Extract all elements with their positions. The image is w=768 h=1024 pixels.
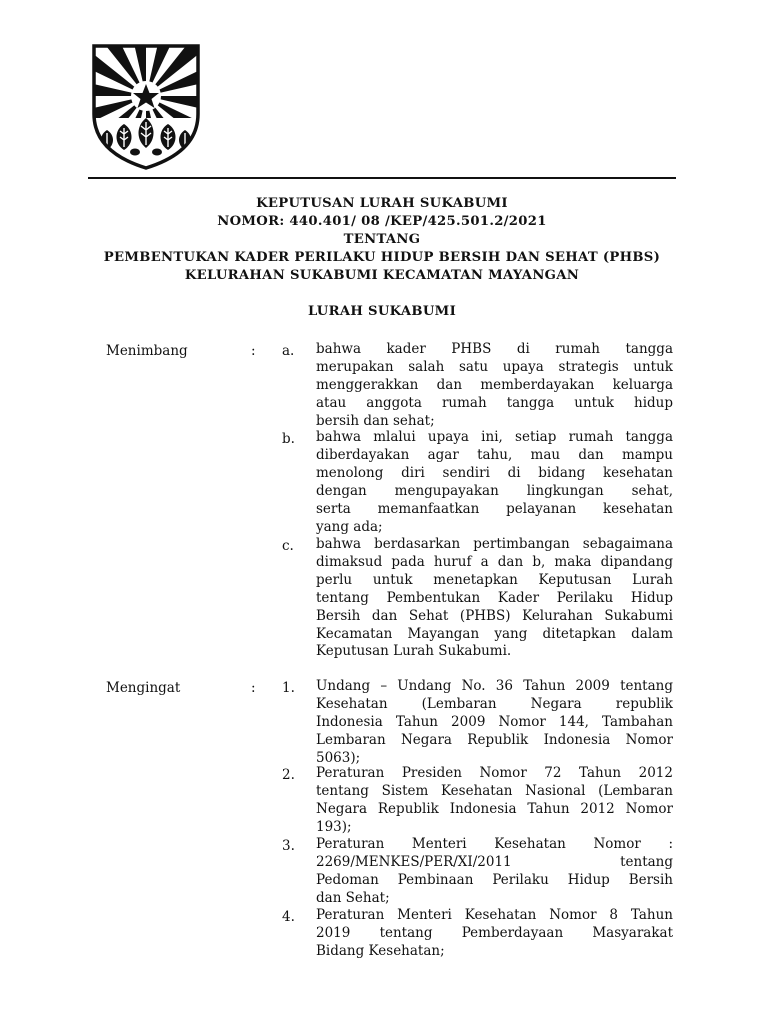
text-line: menolong diri sendiri di bidang kesehatan bbox=[316, 464, 673, 481]
section-colon: : bbox=[251, 343, 256, 359]
mengingat-item-3 bbox=[316, 836, 673, 908]
text-line: Peraturan Menteri Kesehatan Nomor : bbox=[316, 836, 673, 852]
section-label-menimbang: Menimbang bbox=[106, 343, 188, 359]
menimbang-item-c bbox=[316, 536, 673, 661]
text-line: Kecamatan Mayangan yang ditetapkan dalam bbox=[316, 625, 673, 642]
item-marker: 4. bbox=[282, 909, 295, 925]
text-line: 193); bbox=[316, 818, 352, 835]
text-line: Bidang Kesehatan; bbox=[316, 942, 445, 959]
text-line: 2269/MENKES/PER/XI/2011 tentang bbox=[316, 853, 673, 870]
subject-line-2: KELURAHAN SUKABUMI KECAMATAN MAYANGAN bbox=[184, 268, 580, 283]
text-line: dan Sehat; bbox=[316, 889, 390, 906]
text-line: Peraturan Presiden Nomor 72 Tahun 2012 bbox=[316, 765, 673, 781]
text-line: atau anggota rumah tangga untuk hidup bbox=[316, 394, 673, 411]
official-title: LURAH SUKABUMI bbox=[307, 304, 457, 319]
text-line: dengan mengupayakan lingkungan sehat, bbox=[316, 482, 673, 499]
text-line: tentang Pembentukan Kader Perilaku Hidup bbox=[316, 589, 673, 606]
text-line: 2019 tentang Pemberdayaan Masyarakat bbox=[316, 924, 673, 941]
text-line: diberdayakan agar tahu, mau dan mampu bbox=[316, 446, 673, 463]
text-line: bahwa berdasarkan pertimbangan sebagaimana bbox=[316, 536, 673, 552]
section-label-mengingat: Mengingat bbox=[106, 680, 181, 696]
text-line: perlu untuk menetapkan Keputusan Lurah bbox=[316, 571, 673, 588]
text-line: serta memanfaatkan pelayanan kesehatan bbox=[316, 500, 673, 517]
text-line: 5063); bbox=[316, 749, 361, 766]
text-line: Keputusan Lurah Sukabumi. bbox=[316, 643, 512, 660]
subject-line-1: PEMBENTUKAN KADER PERILAKU HIDUP BERSIH DAN SEHAT (PHBS) bbox=[103, 250, 661, 265]
item-marker: a. bbox=[282, 343, 295, 359]
text-line: Negara Republik Indonesia Tahun 2012 Nomor bbox=[316, 800, 673, 817]
item-marker: 3. bbox=[282, 838, 295, 854]
section-colon: : bbox=[251, 680, 256, 696]
item-marker: 2. bbox=[282, 767, 295, 783]
text-line: tentang Sistem Kesehatan Nasional (Lembaran bbox=[316, 782, 673, 799]
text-line: merupakan salah satu upaya strategis untuk bbox=[316, 358, 673, 375]
item-marker: b. bbox=[282, 431, 295, 447]
document-number: NOMOR: 440.401/ 08 /KEP/425.501.2/2021 bbox=[217, 214, 547, 229]
regional-emblem-icon bbox=[90, 44, 202, 170]
text-line: Lembaran Negara Republik Indonesia Nomor bbox=[316, 731, 673, 748]
menimbang-item-b bbox=[316, 429, 673, 536]
text-line: bahwa mlalui upaya ini, setiap rumah tangga bbox=[316, 429, 673, 445]
text-line: dimaksud pada huruf a dan b, maka dipandang bbox=[316, 553, 673, 570]
text-line: bersih dan sehat; bbox=[316, 412, 435, 429]
header-divider bbox=[88, 177, 676, 179]
text-line: Kesehatan (Lembaran Negara republik bbox=[316, 695, 673, 712]
text-line: menggerakkan dan memberdayakan keluarga bbox=[316, 376, 673, 393]
document-title: KEPUTUSAN LURAH SUKABUMI bbox=[256, 196, 508, 211]
about-heading: TENTANG bbox=[343, 232, 421, 247]
text-line: Indonesia Tahun 2009 Nomor 144, Tambahan bbox=[316, 713, 673, 730]
item-marker: c. bbox=[282, 538, 294, 554]
mengingat-item-1 bbox=[316, 678, 673, 768]
text-line: Pedoman Pembinaan Perilaku Hidup Bersih bbox=[316, 871, 673, 888]
menimbang-item-a bbox=[316, 341, 673, 431]
item-marker: 1. bbox=[282, 680, 295, 696]
text-line: Undang – Undang No. 36 Tahun 2009 tentang bbox=[316, 678, 673, 694]
text-line: Bersih dan Sehat (PHBS) Kelurahan Sukabumi bbox=[316, 607, 673, 624]
text-line: Peraturan Menteri Kesehatan Nomor 8 Tahun bbox=[316, 907, 673, 923]
mengingat-item-2 bbox=[316, 765, 673, 837]
text-line: bahwa kader PHBS di rumah tangga bbox=[316, 341, 673, 357]
mengingat-item-4 bbox=[316, 907, 673, 961]
text-line: yang ada; bbox=[316, 518, 383, 535]
